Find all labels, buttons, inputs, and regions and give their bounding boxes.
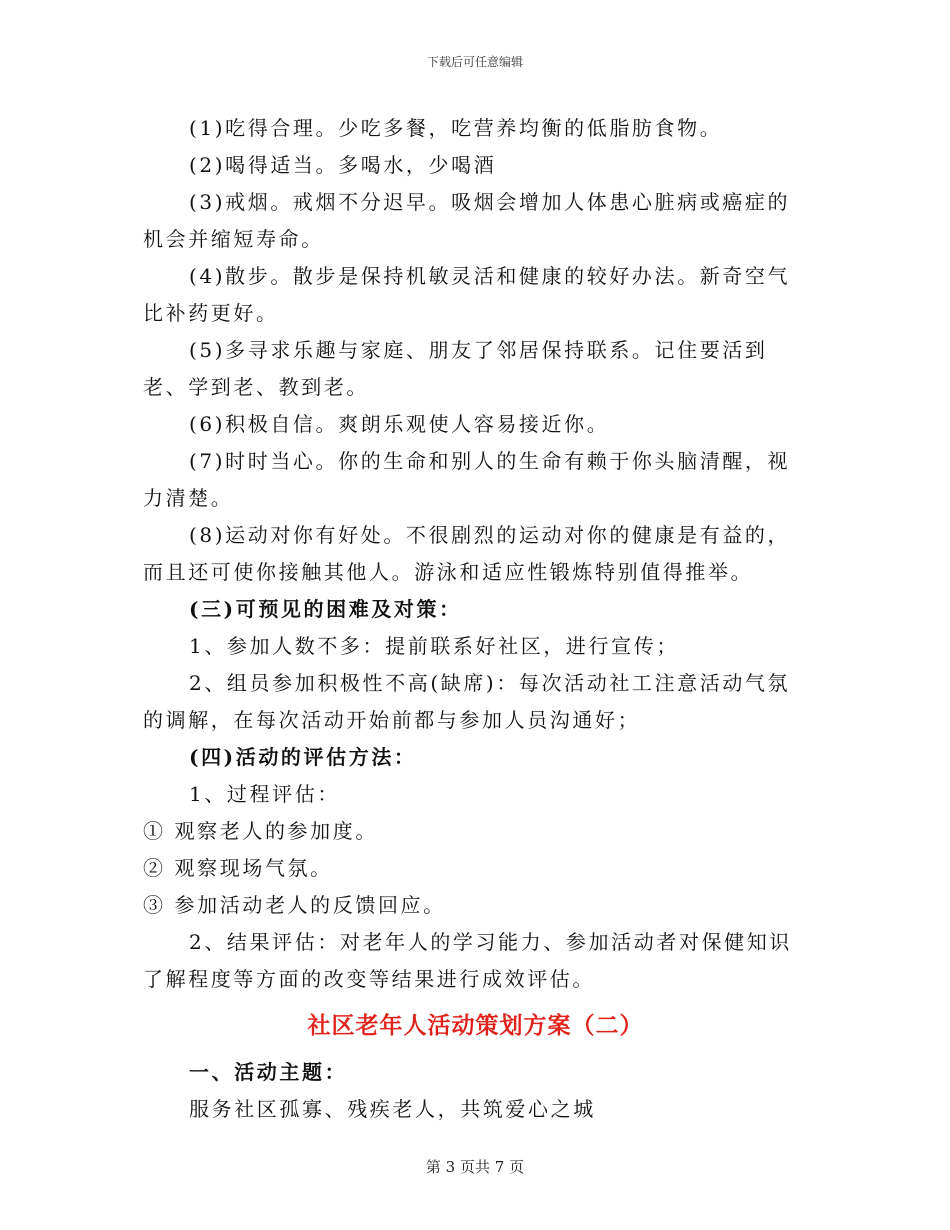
tip-paragraph: (6)积极自信。爽朗乐观使人容易接近你。 xyxy=(189,412,610,436)
evaluation-item: ② 观察现场气氛。 xyxy=(143,856,333,880)
evaluation-item: 1、过程评估： xyxy=(189,782,340,806)
tip-paragraph: (2)喝得适当。多喝水，少喝酒 xyxy=(189,153,497,177)
section-title: 社区老年人活动策划方案（二） xyxy=(307,1012,644,1039)
page-footer: 第 3 页共 7 页 xyxy=(425,1158,525,1176)
page-header: 下载后可任意编辑 xyxy=(426,55,523,69)
tip-paragraph: (7)时时当心。你的生命和别人的生命有赖于你头脑清醒，视力清楚。 xyxy=(143,449,791,510)
tip-paragraph: (3)戒烟。戒烟不分迟早。吸烟会增加人体患心脏病或癌症的机会并缩短寿命。 xyxy=(143,190,791,251)
evaluation-item: ③ 参加活动老人的反馈回应。 xyxy=(143,893,446,917)
theme-heading: 一、活动主题： xyxy=(189,1060,348,1084)
tip-paragraph: (8)运动对你有好处。不很剧烈的运动对你的健康是有益的，而且还可使你接触其他人。游泳和适应性锻炼特别值得推举。 xyxy=(143,523,791,584)
tip-paragraph: (1)吃得合理。少吃多餐，吃营养均衡的低脂肪食物。 xyxy=(189,116,723,140)
document-body xyxy=(143,110,808,1128)
section-heading-difficulties: (三)可预见的困难及对策： xyxy=(189,597,462,621)
section-heading-evaluation: (四)活动的评估方法： xyxy=(189,745,417,769)
tip-paragraph: (4)散步。散步是保持机敏灵活和健康的较好办法。新奇空气比补药更好。 xyxy=(143,264,791,325)
difficulty-item: 2、组员参加积极性不高(缺席)：每次活动社工注意活动气氛的调解，在每次活动开始前都与参加人员沟通好； xyxy=(143,671,791,732)
difficulty-item: 1、参加人数不多：提前联系好社区，进行宣传； xyxy=(189,634,679,658)
theme-text: 服务社区孤寡、残疾老人，共筑爱心之城 xyxy=(189,1097,596,1121)
evaluation-item: ① 观察老人的参加度。 xyxy=(143,819,378,843)
tip-paragraph: (5)多寻求乐趣与家庭、朋友了邻居保持联系。记住要活到老、学到老、教到老。 xyxy=(143,338,768,399)
evaluation-item: 2、结果评估：对老年人的学习能力、参加活动者对保健知识了解程度等方面的改变等结果进行成效评估。 xyxy=(143,930,792,991)
